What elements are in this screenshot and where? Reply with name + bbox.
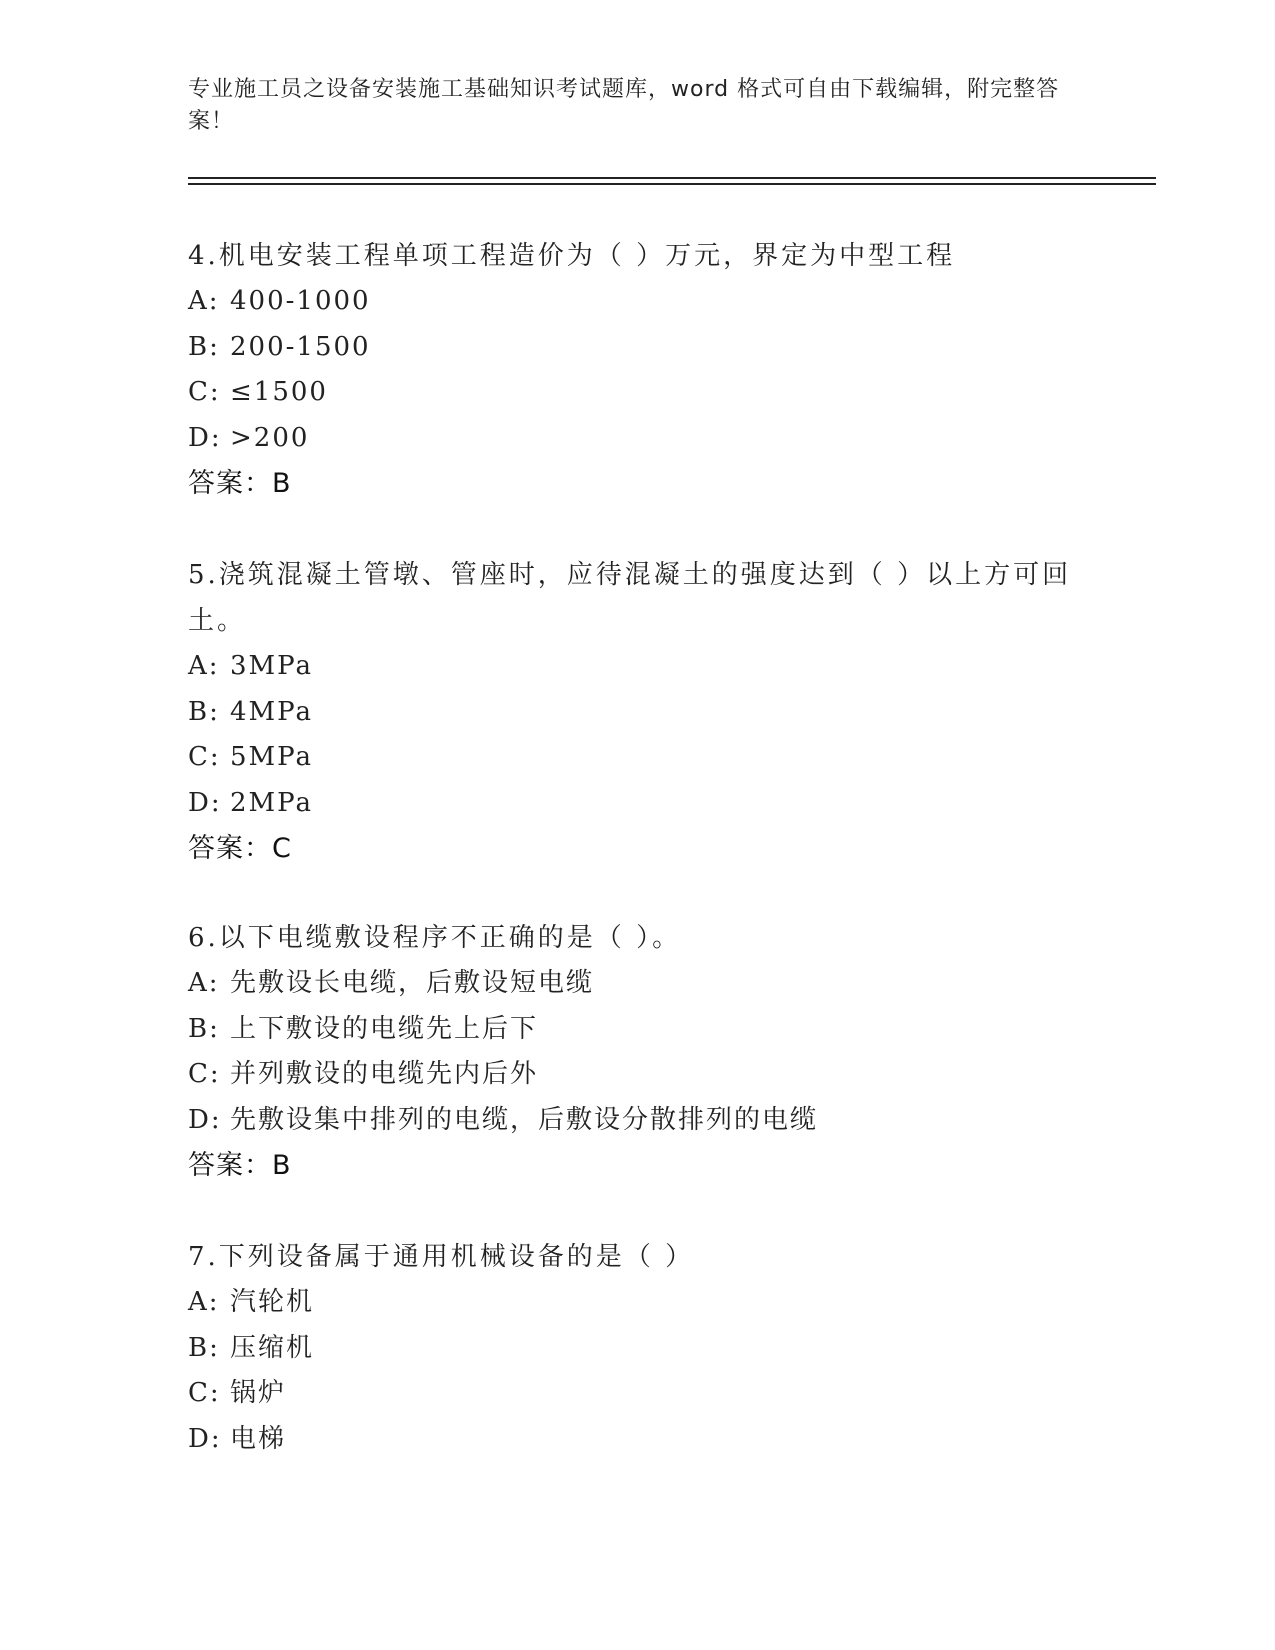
answer-line: 答案：B <box>188 1150 292 1181</box>
option-letter: A: <box>188 968 220 998</box>
option-letter: D: <box>188 787 222 818</box>
option-a <box>188 1280 1088 1326</box>
option-text: 先敷设长电缆，后敷设短电缆 <box>230 968 595 998</box>
option-letter: B: <box>188 1013 220 1044</box>
option-text: 压缩机 <box>230 1332 315 1363</box>
option-text: 先敷设集中排列的电缆，后敷设分散排列的电缆 <box>230 1104 819 1135</box>
option-letter: B: <box>188 696 220 727</box>
option-c <box>188 370 1088 416</box>
question-5 <box>188 552 1088 872</box>
option-d <box>188 1098 1088 1144</box>
question-stem: 7.下列设备属于通用机械设备的是（ ） <box>188 1242 695 1272</box>
option-letter: C: <box>188 742 221 772</box>
option-letter: C: <box>188 377 221 407</box>
option-d <box>188 1417 1088 1463</box>
question-stem: 5.浇筑混凝土管墩、管座时，应待混凝土的强度达到（ ）以上方可回土。 <box>188 560 1072 636</box>
option-text: 4MPa <box>230 696 313 727</box>
option-text: 5MPa <box>230 742 313 772</box>
option-a <box>188 961 1088 1007</box>
question-stem: 4.机电安装工程单项工程造价为（ ）万元，界定为中型工程 <box>188 241 956 271</box>
option-text: 400-1000 <box>230 286 371 316</box>
option-text: 汽轮机 <box>230 1287 315 1317</box>
question-stem: 6.以下电缆敷设程序不正确的是（ ）。 <box>188 923 682 953</box>
answer-line: 答案：C <box>188 833 292 864</box>
option-a <box>188 644 1088 690</box>
question-6 <box>188 915 1088 1189</box>
option-c <box>188 735 1088 781</box>
option-letter: C: <box>188 1378 221 1408</box>
option-text: 2MPa <box>230 787 313 818</box>
question-4 <box>188 233 1088 507</box>
option-d <box>188 781 1088 827</box>
option-letter: A: <box>188 286 220 316</box>
option-text: 200-1500 <box>230 331 371 362</box>
option-a <box>188 279 1088 325</box>
option-text: ≤1500 <box>230 377 328 407</box>
option-text: 电梯 <box>230 1423 287 1454</box>
option-letter: D: <box>188 422 222 453</box>
document-header: 专业施工员之设备安装施工基础知识考试题库，word 格式可自由下载编辑，附完整答案！ <box>188 77 1060 134</box>
option-c <box>188 1052 1088 1098</box>
option-letter: A: <box>188 1287 220 1317</box>
question-7 <box>188 1234 1088 1462</box>
option-b <box>188 1326 1088 1372</box>
option-text: 锅炉 <box>230 1378 287 1408</box>
option-letter: A: <box>188 651 220 681</box>
option-text: 并列敷设的电缆先内后外 <box>230 1059 539 1089</box>
option-letter: D: <box>188 1104 222 1135</box>
option-letter: B: <box>188 1332 220 1363</box>
option-b <box>188 325 1088 371</box>
header-rule-bottom <box>188 183 1156 185</box>
option-c <box>188 1371 1088 1417</box>
option-text: 上下敷设的电缆先上后下 <box>230 1013 539 1044</box>
option-letter: C: <box>188 1059 221 1089</box>
answer-line: 答案：B <box>188 468 292 499</box>
option-letter: B: <box>188 331 220 362</box>
option-b <box>188 1007 1088 1053</box>
option-b <box>188 690 1088 736</box>
header-rule-top <box>188 177 1156 179</box>
option-d <box>188 416 1088 462</box>
option-text: 3MPa <box>230 651 313 681</box>
option-letter: D: <box>188 1423 222 1454</box>
option-text: >200 <box>230 422 310 453</box>
